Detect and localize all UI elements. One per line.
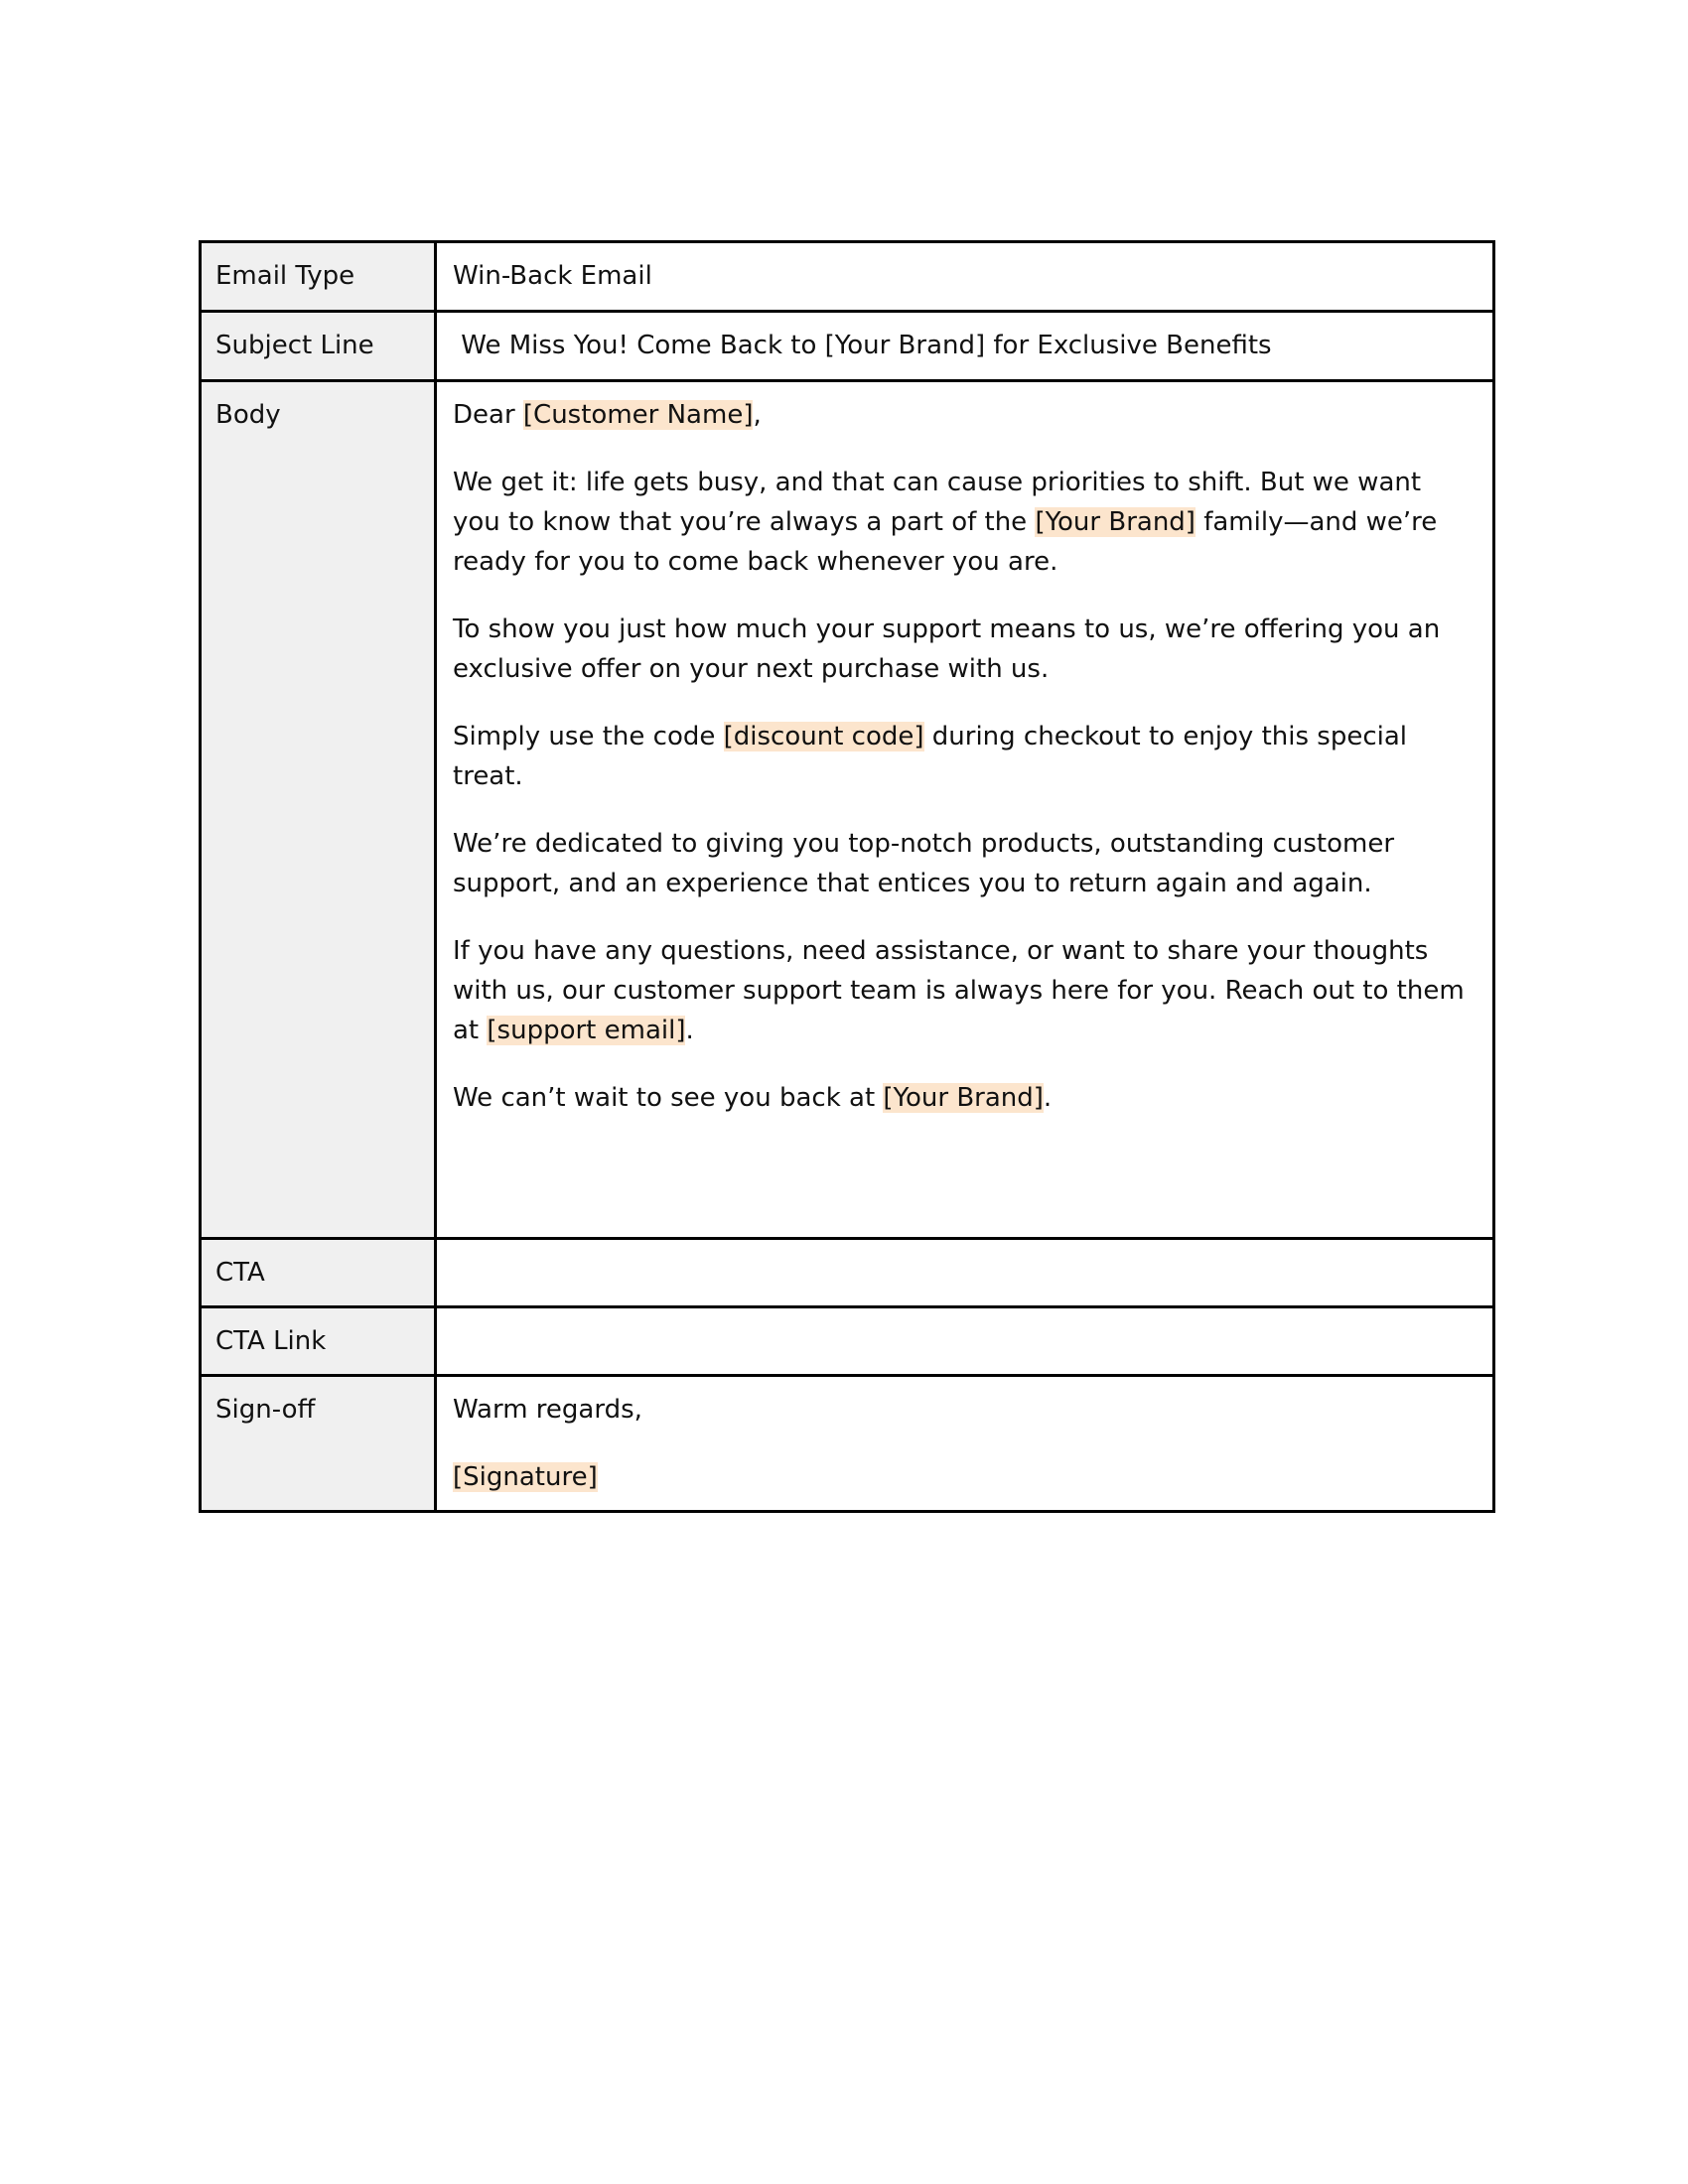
row-label-sign-off: Sign-off xyxy=(201,1376,436,1512)
subject-line-value: We Miss You! Come Back to [Your Brand] for Exclusive Benefits xyxy=(436,312,1494,381)
text-run: To show you just how much your support means to us, we’re offering you an exclusive offer on your next purchase with us. xyxy=(453,614,1449,684)
row-label-cta: CTA xyxy=(201,1239,436,1307)
text-run: We’re dedicated to giving you top-notch products, outstanding customer support, and an experience that entices you to return again and again. xyxy=(453,829,1403,898)
email-type-value: Win-Back Email xyxy=(436,242,1494,312)
row-email-type xyxy=(201,242,1494,312)
paragraph xyxy=(453,610,1477,689)
placeholder-highlight: [support email] xyxy=(487,1016,686,1045)
body-content xyxy=(436,381,1494,1239)
text-run: . xyxy=(1043,1083,1053,1113)
email-template-table xyxy=(199,240,1495,1513)
text-run: Simply use the code xyxy=(453,722,724,751)
cta-link-value xyxy=(436,1307,1494,1376)
text-run: We get it: life gets busy, and that can cause priorities to shift. But we want you to know that you’re always a part of the xyxy=(453,468,1430,537)
paragraph xyxy=(453,931,1477,1050)
paragraph xyxy=(453,1390,1477,1430)
text-run: during checkout to enjoy this special treat. xyxy=(453,722,1416,791)
paragraph xyxy=(453,824,1477,903)
paragraph xyxy=(453,717,1477,796)
text-run: Warm regards, xyxy=(453,1395,642,1425)
text-run: family—and we’re ready for you to come back whenever you are. xyxy=(453,507,1446,577)
row-label-email-type: Email Type xyxy=(201,242,436,312)
row-cta-link xyxy=(201,1307,1494,1376)
placeholder-highlight: [Your Brand] xyxy=(883,1083,1044,1113)
row-label-cta-link: CTA Link xyxy=(201,1307,436,1376)
row-subject-line xyxy=(201,312,1494,381)
text-run: We can’t wait to see you back at xyxy=(453,1083,884,1113)
paragraph xyxy=(453,395,1477,435)
placeholder-highlight: [Customer Name] xyxy=(522,400,754,430)
paragraph xyxy=(453,1078,1477,1118)
placeholder-highlight: [discount code] xyxy=(723,722,924,751)
signoff-content xyxy=(436,1376,1494,1512)
row-label-body: Body xyxy=(201,381,436,1239)
text-run: If you have any questions, need assistance, or want to share your thoughts with us, our customer support team is always here for you. Reach out to them at xyxy=(453,936,1473,1045)
row-sign-off xyxy=(201,1376,1494,1512)
cta-value xyxy=(436,1239,1494,1307)
text-run: , xyxy=(753,400,762,430)
paragraph xyxy=(453,463,1477,582)
text-run: . xyxy=(685,1016,694,1045)
row-body xyxy=(201,381,1494,1239)
paragraph xyxy=(453,1457,1477,1497)
row-cta xyxy=(201,1239,1494,1307)
row-label-subject-line: Subject Line xyxy=(201,312,436,381)
placeholder-highlight: [Signature] xyxy=(453,1462,598,1492)
placeholder-highlight: [Your Brand] xyxy=(1035,507,1196,537)
text-run: Dear xyxy=(453,400,523,430)
